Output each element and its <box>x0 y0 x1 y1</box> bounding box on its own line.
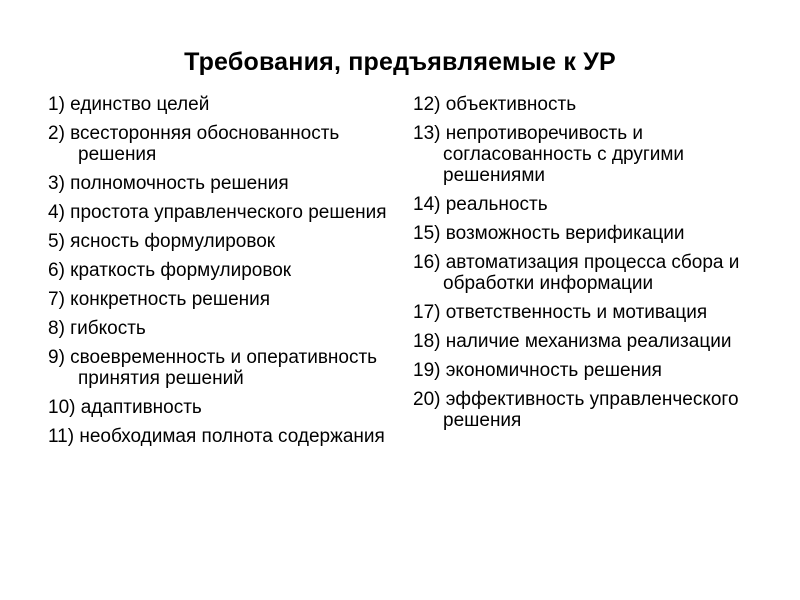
requirement-item-9: 9) своевременность и оперативность принятия решений <box>48 347 378 389</box>
requirement-item-19: 19) экономичность решения <box>413 360 662 381</box>
requirement-item-17: 17) ответственность и мотивация <box>413 302 708 323</box>
requirement-item-13: 13) непротиворечивость и согласованность с другими решениями <box>413 123 685 186</box>
requirement-item-10: 10) адаптивность <box>48 397 202 418</box>
requirement-item-16: 16) автоматизация процесса сбора и обработки информации <box>413 252 740 294</box>
requirement-item-7: 7) конкретность решения <box>48 289 271 310</box>
requirement-item-18: 18) наличие механизма реализации <box>413 331 732 352</box>
requirement-item-12: 12) объективность <box>413 94 577 115</box>
requirement-item-14: 14) реальность <box>413 194 548 215</box>
requirement-item-3: 3) полномочность решения <box>48 173 289 194</box>
requirement-item-15: 15) возможность верификации <box>413 223 685 244</box>
requirement-item-20: 20) эффективность управленческого решения <box>413 389 739 431</box>
requirement-item-5: 5) ясность формулировок <box>48 231 276 252</box>
slide-title: Требования, предъявляемые к УР <box>184 47 616 76</box>
requirement-item-4: 4) простота управленческого решения <box>48 202 387 223</box>
requirement-item-2: 2) всесторонняя обоснованность решения <box>48 123 340 165</box>
requirement-item-6: 6) краткость формулировок <box>48 260 292 281</box>
requirement-item-1: 1) единство целей <box>48 94 210 115</box>
requirement-item-11: 11) необходимая полнота содержания <box>48 426 385 447</box>
requirements-list-left <box>48 94 398 455</box>
requirement-item-8: 8) гибкость <box>48 318 146 339</box>
requirements-list-right <box>413 94 773 439</box>
